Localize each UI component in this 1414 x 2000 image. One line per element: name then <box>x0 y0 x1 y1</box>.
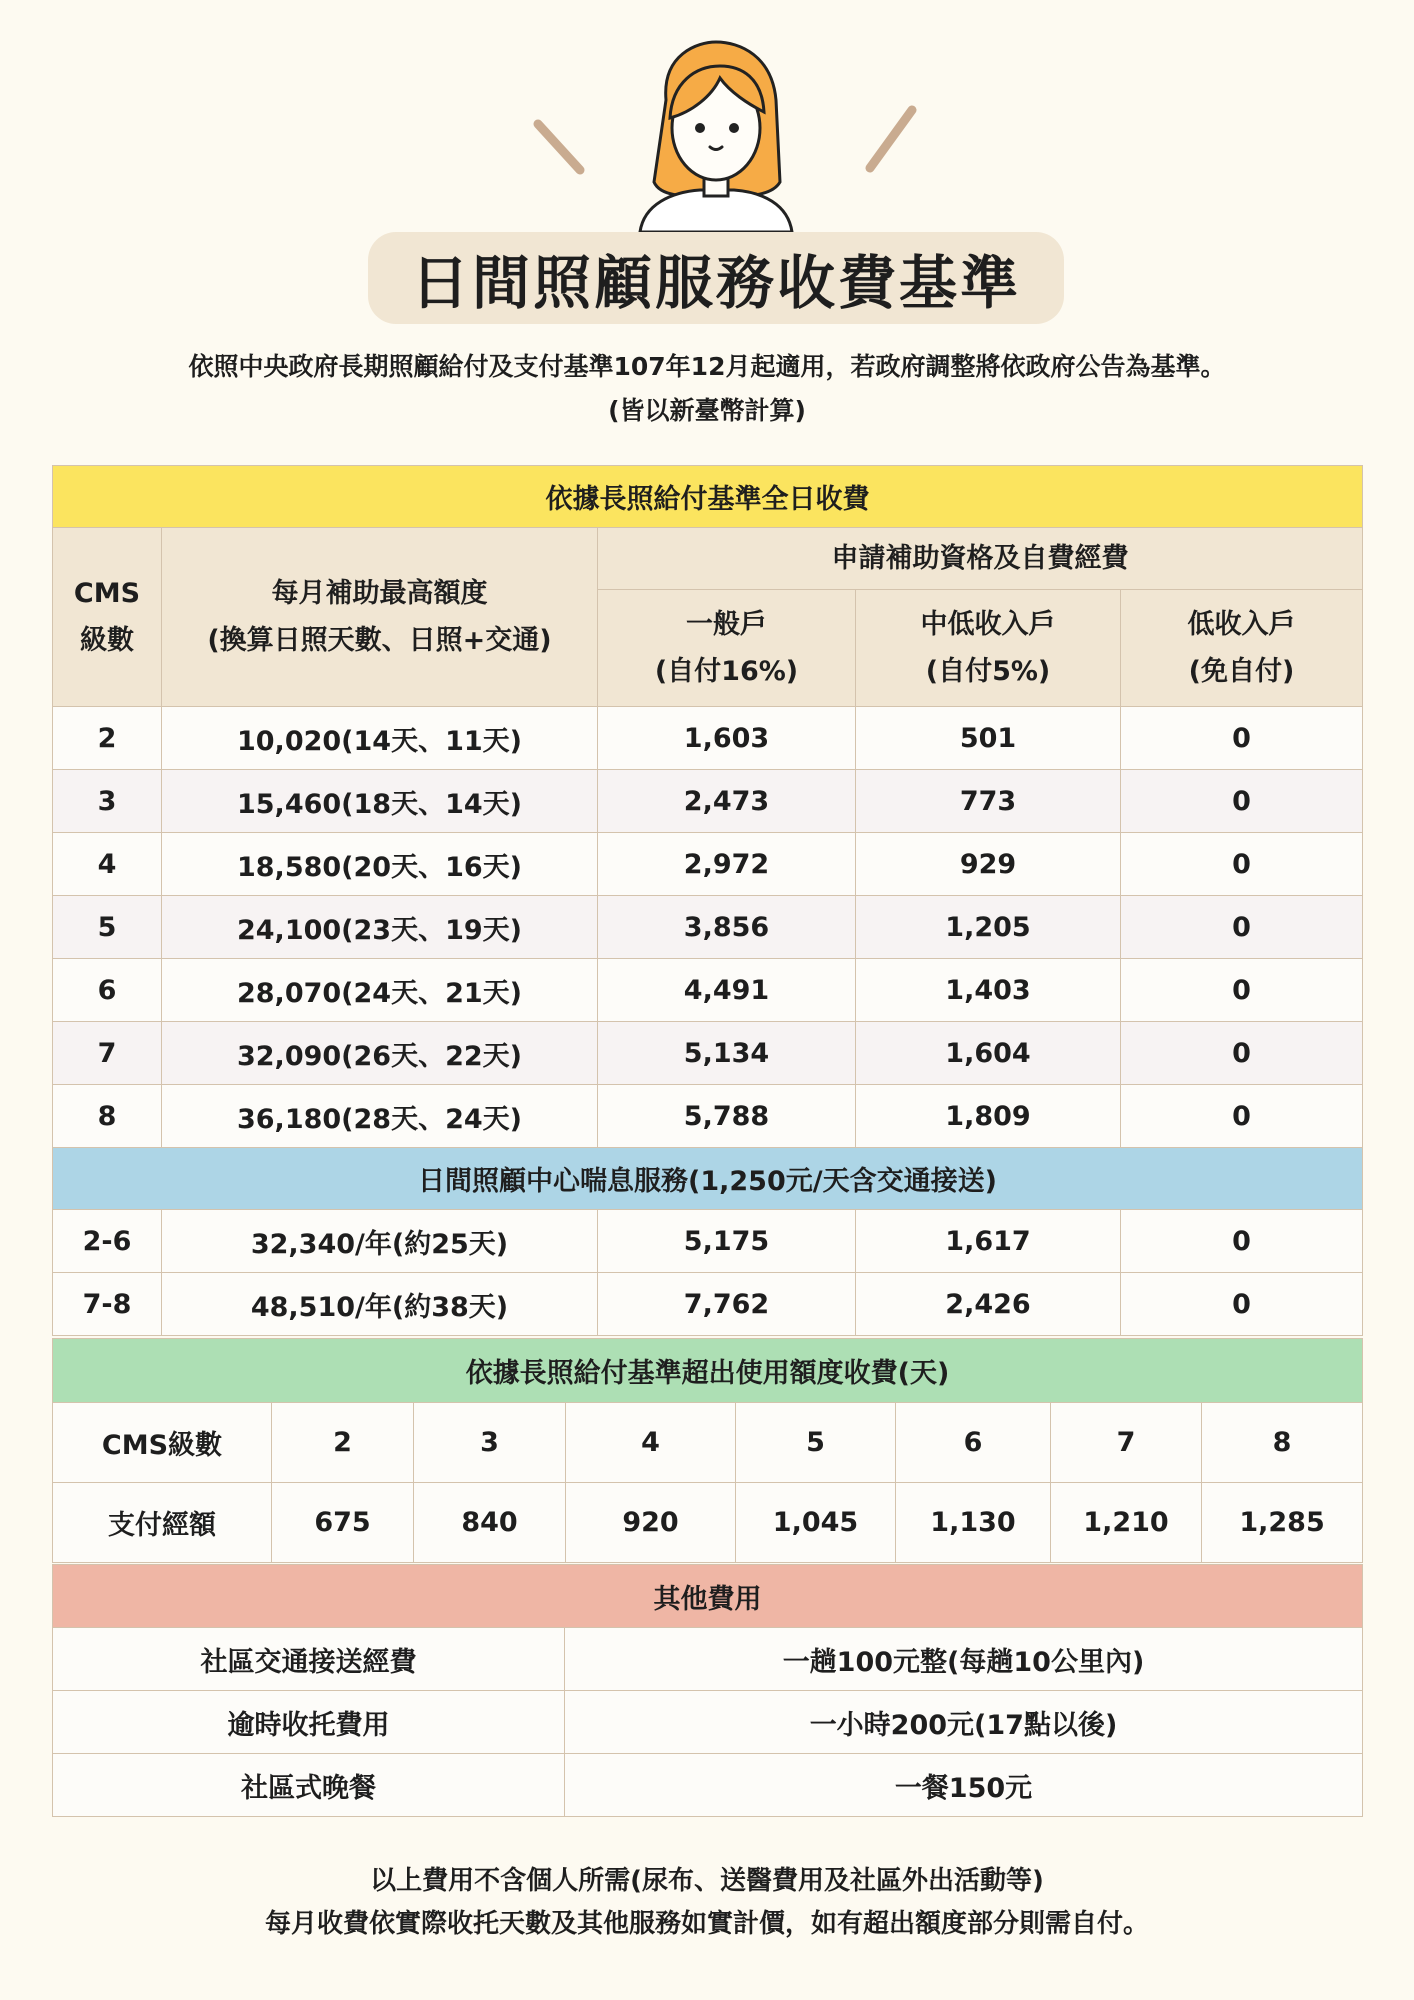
mid-low-cell: 1,205 <box>856 896 1121 959</box>
full-day-band: 依據長照給付基準全日收費 <box>53 466 1363 528</box>
subsidy-cell: 32,340/年(約25天) <box>162 1210 598 1273</box>
other-fees-table <box>52 1564 1363 1817</box>
table-row <box>53 707 1363 770</box>
low-cell: 0 <box>1121 707 1363 770</box>
cms-cell: 7-8 <box>53 1273 162 1336</box>
mid-low-cell: 1,617 <box>856 1210 1121 1273</box>
table-row <box>53 1210 1363 1273</box>
header-mid-low-income: 中低收入戶 (自付5%) <box>856 590 1121 707</box>
footer-line-1: 以上費用不含個人所需(尿布、送醫費用及社區外出活動等) <box>370 1866 1044 1896</box>
amount-cell: 920 <box>566 1483 736 1563</box>
low-cell: 0 <box>1121 959 1363 1022</box>
full-day-fee-table <box>52 465 1363 1336</box>
cms-cell: 5 <box>53 896 162 959</box>
header-cms-level: CMS 級數 <box>53 528 162 707</box>
subsidy-cell: 48,510/年(約38天) <box>162 1273 598 1336</box>
table-row <box>53 770 1363 833</box>
cms-cell: 2 <box>53 707 162 770</box>
general-cell: 5,134 <box>598 1022 856 1085</box>
subsidy-cell: 24,100(23天、19天) <box>162 896 598 959</box>
fee-row <box>53 1691 1363 1754</box>
footer-notes <box>40 1860 1374 1946</box>
low-cell: 0 <box>1121 1022 1363 1085</box>
fee-amount: 一小時200元(17點以後) <box>565 1691 1363 1754</box>
table-row <box>53 1022 1363 1085</box>
subsidy-cell: 36,180(28天、24天) <box>162 1085 598 1148</box>
low-cell: 0 <box>1121 1085 1363 1148</box>
level-cell: 5 <box>736 1403 896 1483</box>
fee-amount: 一趟100元整(每趟10公里內) <box>565 1628 1363 1691</box>
mid-low-cell: 1,403 <box>856 959 1121 1022</box>
low-cell: 0 <box>1121 1273 1363 1336</box>
subsidy-cell: 18,580(20天、16天) <box>162 833 598 896</box>
table-row <box>53 959 1363 1022</box>
general-cell: 2,972 <box>598 833 856 896</box>
fee-row <box>53 1754 1363 1817</box>
mid-low-cell: 1,604 <box>856 1022 1121 1085</box>
over-limit-fee-table <box>52 1338 1363 1563</box>
general-cell: 5,175 <box>598 1210 856 1273</box>
payment-row <box>53 1483 1363 1563</box>
amount-cell: 1,285 <box>1202 1483 1363 1563</box>
fee-item: 社區交通接送經費 <box>53 1628 565 1691</box>
cms-cell: 4 <box>53 833 162 896</box>
level-cell: 8 <box>1202 1403 1363 1483</box>
mid-low-cell: 501 <box>856 707 1121 770</box>
mid-low-cell: 773 <box>856 770 1121 833</box>
fee-amount: 一餐150元 <box>565 1754 1363 1817</box>
level-cell: 4 <box>566 1403 736 1483</box>
general-cell: 3,856 <box>598 896 856 959</box>
page-title: 日間照顧服務收費基準 <box>410 249 1021 317</box>
mid-low-cell: 2,426 <box>856 1273 1121 1336</box>
general-cell: 7,762 <box>598 1273 856 1336</box>
fee-row <box>53 1628 1363 1691</box>
header-low-income: 低收入戶 (免自付) <box>1121 590 1363 707</box>
level-cell: 7 <box>1051 1403 1202 1483</box>
table-row <box>53 833 1363 896</box>
general-cell: 5,788 <box>598 1085 856 1148</box>
cms-cell: 2-6 <box>53 1210 162 1273</box>
header-monthly-subsidy: 每月補助最高額度 (換算日照天數、日照+交通) <box>162 528 598 707</box>
over-limit-band: 依據長照給付基準超出使用額度收費(天) <box>53 1339 1363 1403</box>
cms-cell: 3 <box>53 770 162 833</box>
cms-cell: 8 <box>53 1085 162 1148</box>
level-cell: 2 <box>272 1403 414 1483</box>
subsidy-cell: 10,020(14天、11天) <box>162 707 598 770</box>
woman-illustration <box>0 0 1414 240</box>
level-cell: 3 <box>414 1403 566 1483</box>
table-row <box>53 896 1363 959</box>
amount-cell: 1,045 <box>736 1483 896 1563</box>
general-cell: 2,473 <box>598 770 856 833</box>
table-row <box>53 1085 1363 1148</box>
subsidy-cell: 28,070(24天、21天) <box>162 959 598 1022</box>
amount-cell: 840 <box>414 1483 566 1563</box>
title-banner <box>368 232 1064 324</box>
payment-label: 支付經額 <box>53 1483 272 1563</box>
cms-level-label: CMS級數 <box>53 1403 272 1483</box>
mid-low-cell: 1,809 <box>856 1085 1121 1148</box>
low-cell: 0 <box>1121 833 1363 896</box>
respite-band: 日間照顧中心喘息服務(1,250元/天含交通接送) <box>53 1148 1363 1210</box>
subsidy-cell: 15,460(18天、14天) <box>162 770 598 833</box>
general-cell: 4,491 <box>598 959 856 1022</box>
mid-low-cell: 929 <box>856 833 1121 896</box>
fee-item: 社區式晚餐 <box>53 1754 565 1817</box>
cms-level-row <box>53 1403 1363 1483</box>
low-cell: 0 <box>1121 1210 1363 1273</box>
amount-cell: 675 <box>272 1483 414 1563</box>
low-cell: 0 <box>1121 896 1363 959</box>
low-cell: 0 <box>1121 770 1363 833</box>
intro-line-2: (皆以新臺幣計算) <box>608 396 806 425</box>
level-cell: 6 <box>896 1403 1051 1483</box>
footer-line-2: 每月收費依實際收托天數及其他服務如實計價，如有超出額度部分則需自付。 <box>264 1909 1149 1939</box>
intro-line-1: 依照中央政府長期照顧給付及支付基準107年12月起適用，若政府調整將依政府公告為基準。 <box>188 352 1226 381</box>
fee-item: 逾時收托費用 <box>53 1691 565 1754</box>
general-cell: 1,603 <box>598 707 856 770</box>
header-eligibility: 申請補助資格及自費經費 <box>598 528 1363 590</box>
cms-cell: 6 <box>53 959 162 1022</box>
header-general-household: 一般戶 (自付16%) <box>598 590 856 707</box>
table-row <box>53 1273 1363 1336</box>
amount-cell: 1,130 <box>896 1483 1051 1563</box>
amount-cell: 1,210 <box>1051 1483 1202 1563</box>
subsidy-cell: 32,090(26天、22天) <box>162 1022 598 1085</box>
other-fees-band: 其他費用 <box>53 1565 1363 1628</box>
cms-cell: 7 <box>53 1022 162 1085</box>
